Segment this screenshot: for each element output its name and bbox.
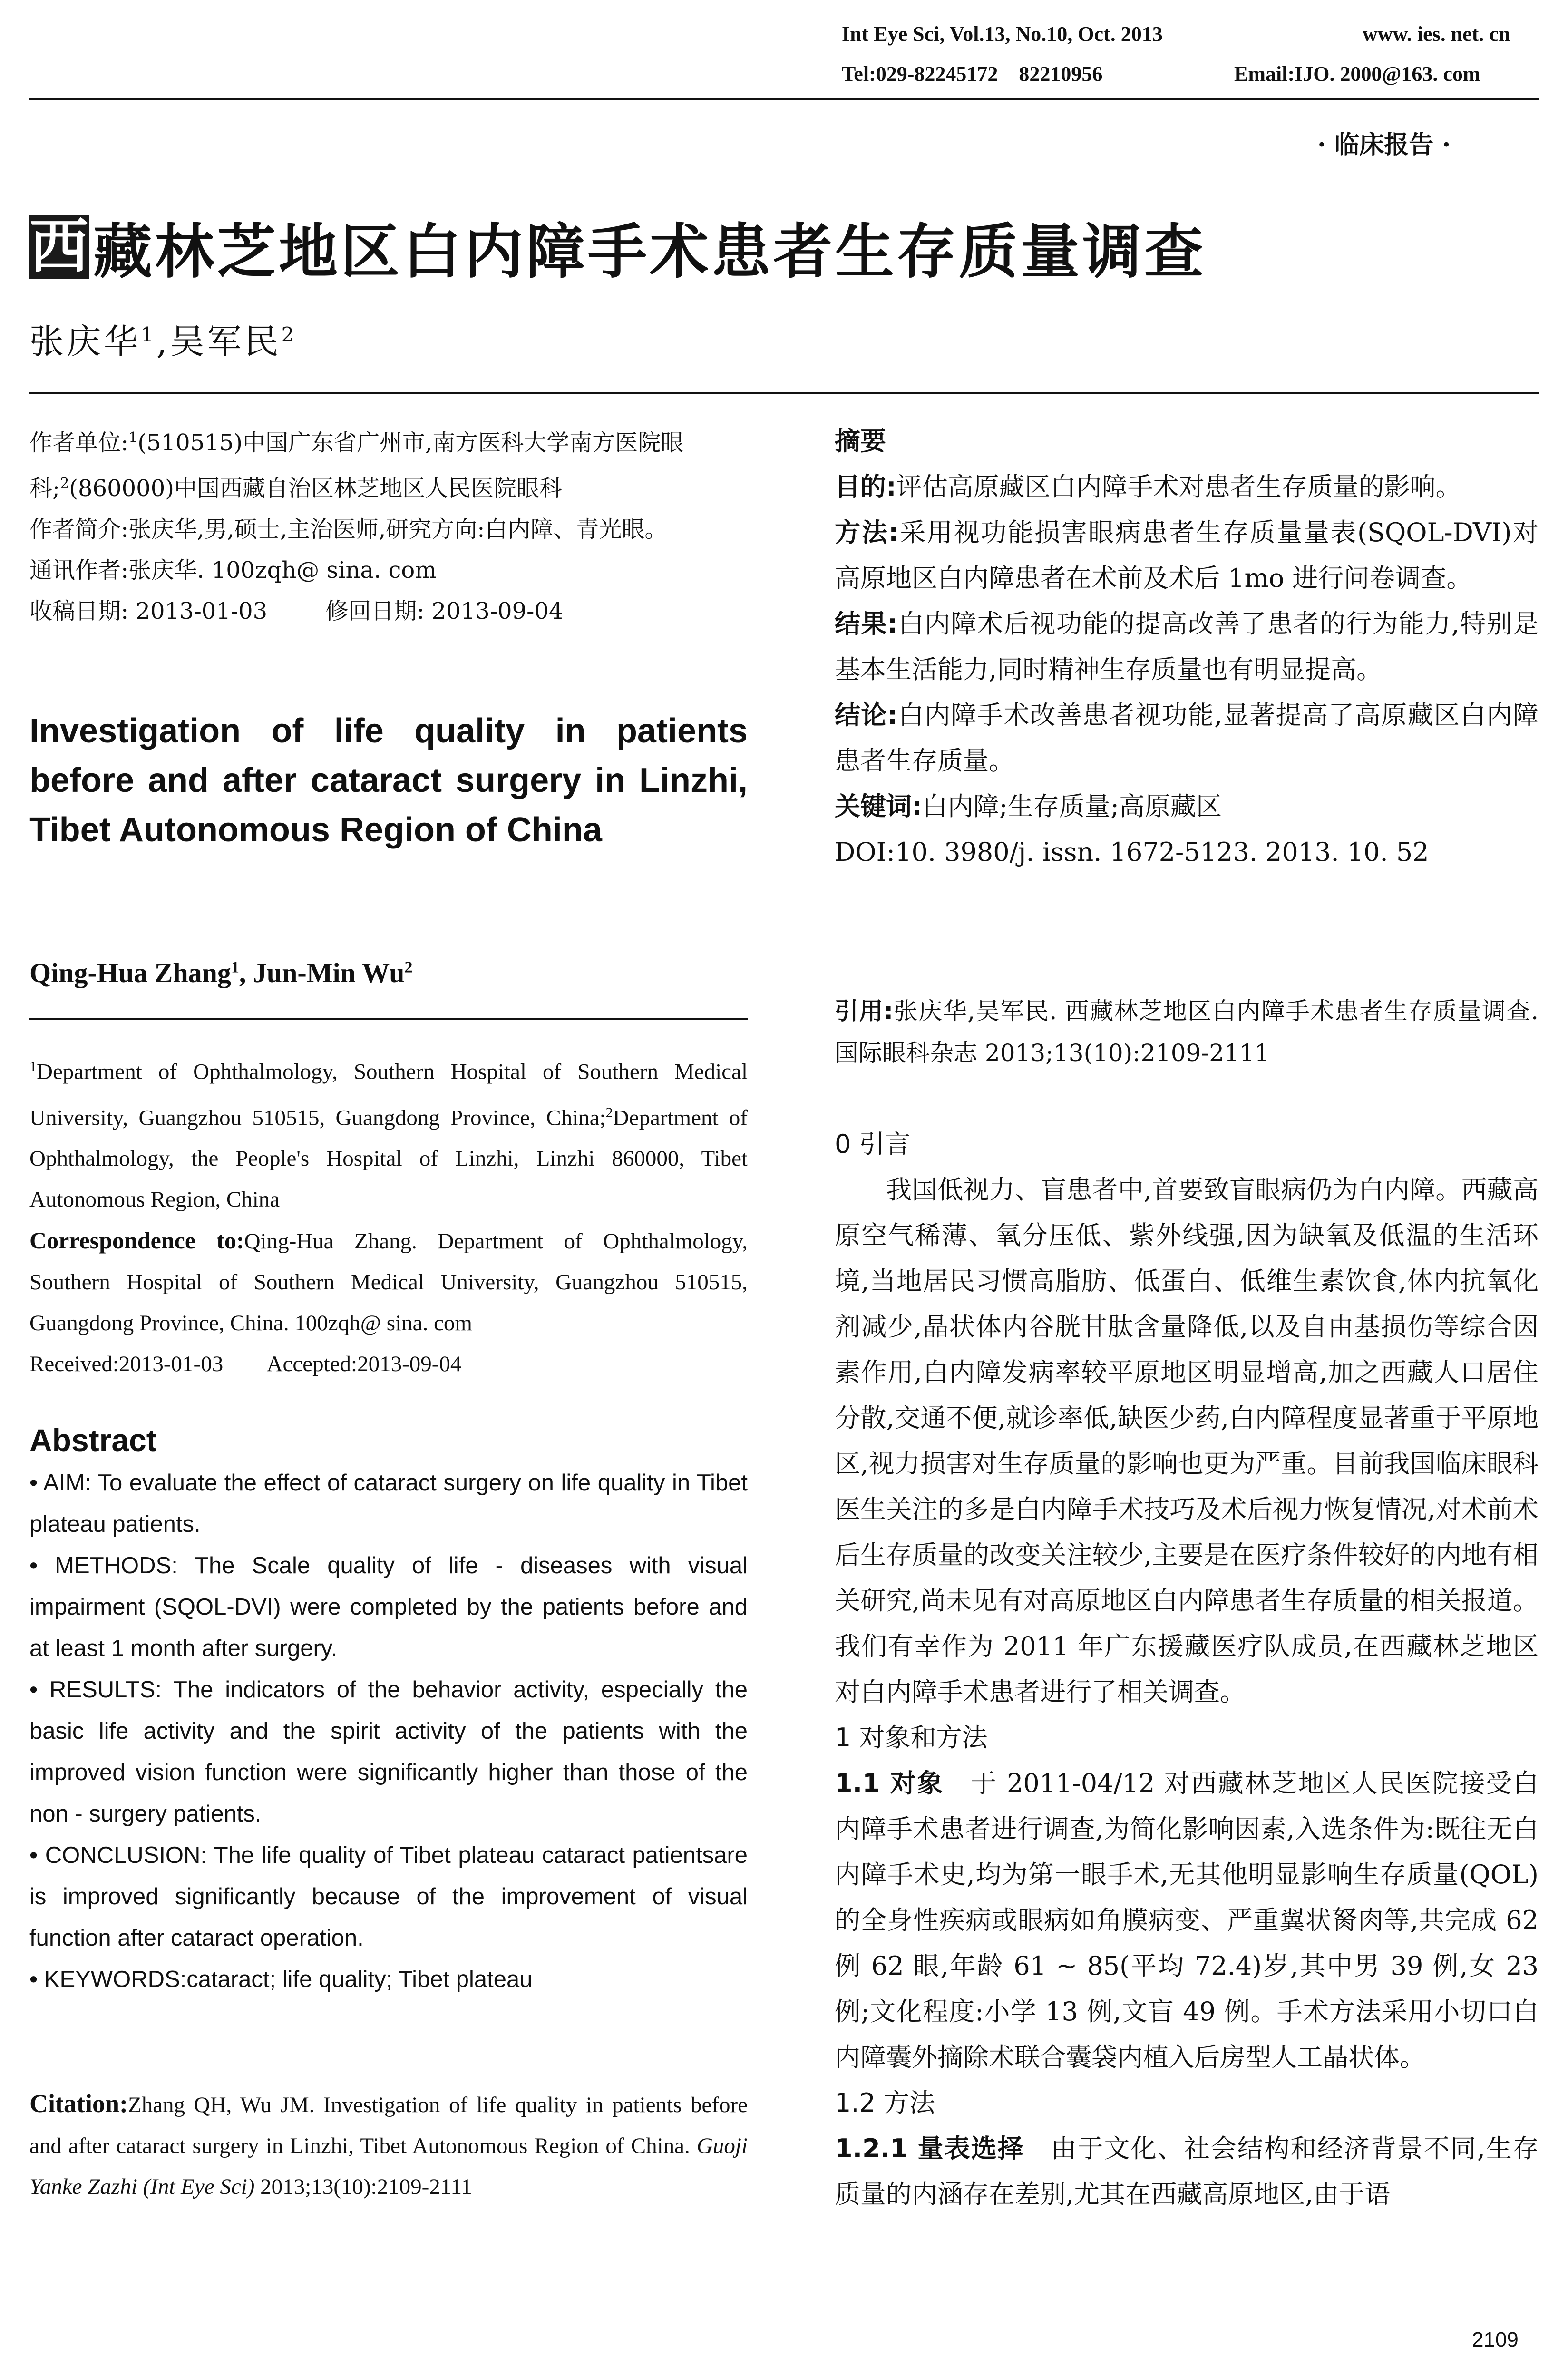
- section-1-heading: 1 对象和方法: [835, 1723, 988, 1753]
- citation-cn-text: 张庆华,吴军民. 西藏林芝地区白内障手术患者生存质量调查. 国际眼科杂志 2013;13(10):2109-2111: [835, 997, 1539, 1067]
- abstract-cn-aim: [835, 464, 1539, 510]
- journal-info: Int Eye Sci, Vol.13, No.10, Oct. 2013: [842, 22, 1163, 46]
- citation-en: [29, 2083, 748, 2207]
- journal-tel: Tel:029-82245172 82210956: [842, 62, 1103, 86]
- section-1-1: [835, 1761, 1539, 2080]
- aim-label: 目的:: [835, 472, 896, 502]
- correspondence-label: Correspondence to:: [29, 1227, 244, 1254]
- aim-text: 评估高原藏区白内障手术对患者生存质量的影响。: [896, 472, 1461, 502]
- title-rule: [29, 392, 1539, 394]
- correspondence-en: [29, 1220, 748, 1344]
- received-dates-en: Received:2013-01-03 Accepted:2013-09-04: [29, 1352, 462, 1377]
- abstract-keywords: • KEYWORDS:cataract; life quality; Tibet plateau: [29, 1967, 533, 1992]
- conclusion-text: 白内障手术改善患者视功能,显著提高了高原藏区白内障患者生存质量。: [835, 700, 1539, 776]
- unit-label: 作者单位:: [29, 429, 129, 456]
- results-label: 结果:: [835, 609, 898, 639]
- abstract-cn-methods: [835, 510, 1539, 601]
- article-title-en: Investigation of life quality in patients before and after cataract surgery in Linzhi, Tibet Autonomous Region of China: [29, 712, 748, 849]
- author-sep: ,: [156, 321, 170, 361]
- section-tag: · 临床报告 ·: [1317, 130, 1451, 159]
- author-1-sup: 1: [141, 323, 156, 346]
- journal-website: www. ies. net. cn: [1363, 22, 1510, 46]
- affiliation-text: [29, 1046, 748, 1220]
- citation-cn: [835, 990, 1539, 1074]
- affiliation-en: [29, 1046, 748, 1384]
- citation-journal: Guoji Yanke Zazhi (Int Eye Sci): [29, 2133, 748, 2199]
- authors-en: [29, 957, 412, 989]
- title-initial: 西: [29, 212, 92, 281]
- author-info-cn: [29, 418, 748, 632]
- page-number: 2109: [1472, 2328, 1519, 2351]
- doi: DOI:10. 3980/j. issn. 1672-5123. 2013. 10. 52: [835, 837, 1429, 867]
- affil-text-2: Department of Ophthalmology, the People's Hospital of Linzhi, Linzhi 860000, Tibet Autonomous Region, China: [29, 1105, 748, 1212]
- author-2: 吴军民: [170, 321, 282, 361]
- section-1-2-1-label: 1.2.1 量表选择: [835, 2133, 1024, 2163]
- citation-cn-label: 引用:: [835, 997, 894, 1025]
- abstract-cn-results: [835, 601, 1539, 692]
- section-1-1-label: 1.1 对象: [835, 1768, 944, 1798]
- citation-label: Citation:: [29, 2089, 128, 2118]
- results-text: 白内障术后视功能的提高改善了患者的行为能力,特别是基本生活能力,同时精神生存质量也有明显提高。: [835, 609, 1539, 684]
- affiliation-rule: [29, 1018, 748, 1020]
- author-1: 张庆华: [29, 321, 141, 361]
- affil-sup-1: 1: [29, 1059, 37, 1074]
- title-rest: 藏林芝地区白内障手术患者生存质量调查: [93, 217, 1207, 286]
- unit-text-1: (510515)中国广东省广州市,南方医科大学南方医院眼科;: [29, 429, 684, 502]
- methods-text: 采用视功能损害眼病患者生存质量量表(SQOL-DVI)对高原地区白内障患者在术前及术后 1mo 进行问卷调查。: [835, 517, 1539, 593]
- keywords-text: 白内障;生存质量;高原藏区: [922, 791, 1222, 821]
- abstract-cn: [835, 419, 1539, 875]
- abstract-heading-en: Abstract: [29, 1422, 157, 1458]
- citation-text: Zhang QH, Wu JM. Investigation of life quality in patients before and after cataract surgery in Linzhi, Tibet Autonomous Region of China.: [29, 2093, 748, 2158]
- section-0-heading: 0 引言: [835, 1129, 911, 1159]
- unit-sup-2: 2: [60, 475, 69, 492]
- authors-cn: [29, 314, 297, 363]
- abstract-aim: • AIM: To evaluate the effect of cataract surgery on life quality in Tibet plateau patients.: [29, 1470, 748, 1537]
- journal-email: Email:IJO. 2000@163. com: [1234, 62, 1480, 86]
- abstract-cn-keywords: [835, 784, 1539, 829]
- abstract-results: • RESULTS: The indicators of the behavior activity, especially the basic life activity and the spirit activity of the patients with the improved vision function were significantly higher than those of the non - surgery patients.: [29, 1677, 748, 1827]
- abstract-methods: • METHODS: The Scale quality of life - diseases with visual impairment (SQOL-DVI) were completed by the patients before and at least 1 month after surgery.: [29, 1553, 748, 1661]
- abstract-conclusion: • CONCLUSION: The life quality of Tibet plateau cataract patientsare is improved significantly because of the improvement of visual function after cataract operation.: [29, 1842, 748, 1951]
- author-2-sup: 2: [281, 323, 297, 346]
- affil-sup-2: 2: [605, 1104, 613, 1120]
- section-1-2-1-text: 由于文化、社会结构和经济背景不同,生存质量的内涵存在差别,尤其在西藏高原地区,由于语: [835, 2133, 1539, 2209]
- methods-label: 方法:: [835, 517, 899, 547]
- abstract-en: [29, 1462, 748, 2000]
- unit-text-2: (860000)中国西藏自治区林芝地区人民医院眼科: [69, 475, 562, 502]
- author-en-1: Qing-Hua Zhang: [29, 957, 231, 988]
- section-1-2-1: [835, 2126, 1539, 2217]
- author-en-sep: ,: [239, 957, 253, 988]
- received-dates-cn: 收稿日期: 2013-01-03 修回日期: 2013-09-04: [29, 598, 564, 624]
- author-en-2: Jun-Min Wu: [253, 957, 405, 988]
- unit-sup-1: 1: [128, 429, 138, 446]
- article-title-cn: [29, 205, 1206, 289]
- author-en-1-sup: 1: [231, 958, 239, 976]
- corresponding-author-cn: 通讯作者:张庆华. 100zqh@ sina. com: [29, 557, 437, 584]
- author-units: [29, 418, 748, 509]
- correspondence-text: Qing-Hua Zhang. Department of Ophthalmology, Southern Hospital of Southern Medical University, Guangzhou 510515, Guangdong Province, China. 100zqh@ sina. com: [29, 1229, 748, 1336]
- conclusion-label: 结论:: [835, 700, 898, 730]
- intro-paragraph: 我国低视力、盲患者中,首要致盲眼病仍为白内障。西藏高原空气稀薄、氧分压低、紫外线强,因为缺氧及低温的生活环境,当地居民习惯高脂肪、低蛋白、低维生素饮食,体内抗氧化剂减少,晶状体内谷胱甘肽含量降低,以及自由基损伤等综合因素作用,白内障发病率较平原地区明显增高,加之西藏人口居住分散,交通不便,就诊率低,缺医少药,白内障程度显著重于平原地区,视力损害对生存质量的影响也更为严重。目前我国临床眼科医生关注的多是白内障手术技巧及术后视力恢复情况,对术前术后生存质量的改变关注较少,主要是在医疗条件较好的内地有相关研究,尚未见有对高原地区白内障患者生存质量的相关报道。我们有幸作为 2011 年广东援藏医疗队成员,在西藏林芝地区对白内障手术患者进行了相关调查。: [835, 1175, 1539, 1707]
- section-1-1-text: 于 2011-04/12 对西藏林芝地区人民医院接受白内障手术患者进行调查,为简化影响因素,入选条件为:既往无白内障手术史,均为第一眼手术,无其他明显影响生存质量(QOL)的全身性疾病或眼病如角膜病变、严重翼状胬肉等,共完成 62 例 62 眼,年龄 61 ~ 85(平均 72.4)岁,其中男 39 例,女 23 例;文化程度:小学 13 例,文盲 49 例。手术方法采用小切口白内障囊外摘除术联合囊袋内植入后房型人工晶状体。: [835, 1768, 1539, 2072]
- author-en-2-sup: 2: [404, 958, 413, 976]
- body-cn: [835, 1121, 1539, 2217]
- author-intro: 作者简介:张庆华,男,硕士,主治医师,研究方向:白内障、青光眼。: [29, 516, 668, 543]
- abstract-cn-conclusion: [835, 692, 1539, 784]
- affil-text-1: Department of Ophthalmology, Southern Hospital of Southern Medical University, Guangzhou 510515, Guangdong Province, China;: [29, 1059, 748, 1130]
- header-rule: [29, 98, 1539, 100]
- section-1-2-heading: 1.2 方法: [835, 2088, 935, 2118]
- citation-tail: 2013;13(10):2109-2111: [260, 2174, 472, 2199]
- abstract-heading-cn: 摘要: [835, 426, 886, 456]
- keywords-label: 关键词:: [835, 791, 922, 821]
